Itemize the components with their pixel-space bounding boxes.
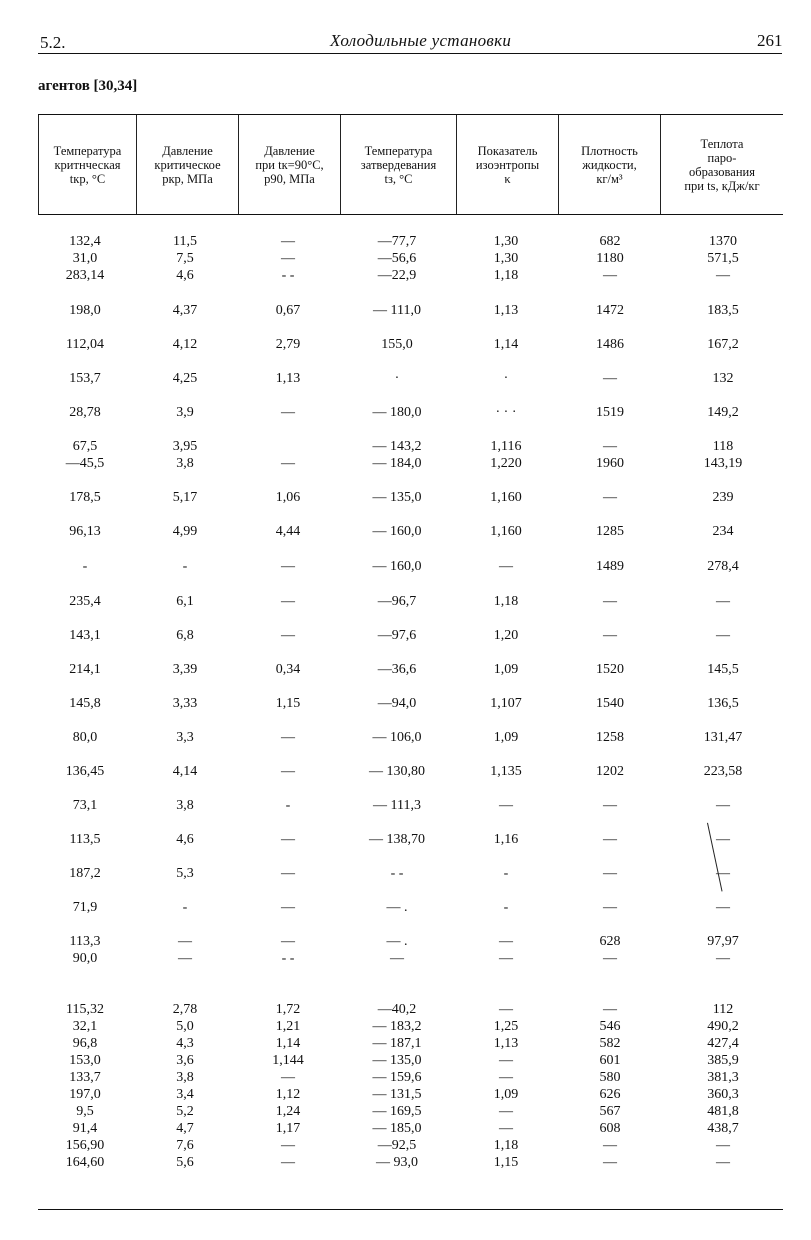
table-cell: — <box>499 1053 513 1068</box>
table-cell: 113,3 <box>69 934 101 949</box>
table-cell: 546 <box>599 1019 621 1034</box>
table-cell: 73,1 <box>72 798 98 813</box>
table-cell: — <box>716 900 730 915</box>
table-cell: 580 <box>599 1070 621 1085</box>
table-cell: 1202 <box>596 764 624 779</box>
table-cell: 1,15 <box>493 1155 519 1170</box>
table-cell: 164,60 <box>65 1155 105 1170</box>
table-cell: 1,14 <box>275 1036 301 1051</box>
table-cell: — <box>603 900 617 915</box>
table-cell: 112,04 <box>66 337 104 352</box>
table-cell: — 138,70 <box>369 832 425 847</box>
table-cell: 214,1 <box>69 662 101 677</box>
column-header-isentropic-index: Показатель изоэнтропы κ <box>475 143 540 186</box>
table-cell: —97,6 <box>377 628 417 643</box>
table-cell: — <box>281 628 295 643</box>
table-cell: 11,5 <box>173 234 197 249</box>
table-cell: 682 <box>599 234 621 249</box>
table-subtitle: агентов [30,34] <box>38 78 138 94</box>
table-cell: — 160,0 <box>372 559 422 574</box>
table-cell: — <box>390 951 404 966</box>
table-cell: 3,3 <box>176 730 194 745</box>
table-cell: — <box>603 1002 617 1017</box>
table-cell: — <box>499 798 513 813</box>
table-cell: 1,09 <box>493 662 519 677</box>
table-cell: — <box>281 594 295 609</box>
table-cell: 1,20 <box>493 628 519 643</box>
table-cell: — <box>603 594 617 609</box>
table-cell: 132 <box>712 371 734 386</box>
table-cell: — 169,5 <box>372 1104 422 1119</box>
table-cell: — 184,0 <box>372 456 422 471</box>
table-cell: — 135,0 <box>372 490 422 505</box>
table-cell: 1,72 <box>275 1002 301 1017</box>
table-cell: 1,13 <box>493 303 519 318</box>
table-cell: — 143,2 <box>372 439 422 454</box>
table-cell: — <box>603 439 617 454</box>
table-cell: - <box>503 866 509 881</box>
table-cell: 136,5 <box>707 696 739 711</box>
table-cell: - <box>503 900 509 915</box>
table-cell: 1,06 <box>275 490 301 505</box>
running-title: Холодильные установки <box>330 31 512 50</box>
table-cell: 187,2 <box>69 866 101 881</box>
table-cell: — 187,1 <box>372 1036 422 1051</box>
table-cell: 567 <box>599 1104 621 1119</box>
table-cell: 3,4 <box>176 1087 194 1102</box>
table-cell: 4,37 <box>172 303 198 318</box>
table-cell: 608 <box>599 1121 621 1136</box>
table-cell: 96,13 <box>69 524 101 539</box>
table-cell: 601 <box>599 1053 621 1068</box>
table-cell: 1,160 <box>490 490 522 505</box>
table-cell: 198,0 <box>69 303 101 318</box>
table-cell: 1,14 <box>493 337 519 352</box>
table-cell: 1519 <box>596 405 624 420</box>
table-cell: — <box>499 1070 513 1085</box>
table-cell: — <box>716 268 730 283</box>
table-cell: — <box>281 1155 295 1170</box>
table-cell: - - <box>390 866 404 881</box>
table-cell: — <box>716 594 730 609</box>
table-cell: 490,2 <box>707 1019 739 1034</box>
table-cell: 1960 <box>596 456 624 471</box>
table-cell: 145,8 <box>69 696 101 711</box>
table-cell: 5,17 <box>172 490 198 505</box>
table-cell: — 93,0 <box>376 1155 418 1170</box>
table-cell: 5,2 <box>176 1104 194 1119</box>
table-cell: — 106,0 <box>372 730 422 745</box>
table-cell: 197,0 <box>69 1087 101 1102</box>
table-cell: — <box>716 1155 730 1170</box>
table-cell: 1,16 <box>493 832 519 847</box>
table-cell: — <box>603 628 617 643</box>
table-cell: — <box>603 268 617 283</box>
table-cell: 582 <box>599 1036 621 1051</box>
table-cell: 7,5 <box>176 251 194 266</box>
table-cell: — <box>499 951 513 966</box>
table-cell: —45,5 <box>65 456 105 471</box>
table-cell: —56,6 <box>377 251 417 266</box>
table-cell: — <box>603 490 617 505</box>
table-cell: 4,3 <box>176 1036 194 1051</box>
table-cell: 133,7 <box>69 1070 101 1085</box>
table-cell: 427,4 <box>707 1036 739 1051</box>
table-cell: — 111,0 <box>373 303 421 318</box>
table-cell: — <box>281 559 295 574</box>
column-header-freezing-temperature: Температура затвердевания tз, °C <box>360 143 437 186</box>
table-cell: 3,8 <box>176 798 194 813</box>
table-cell: 4,99 <box>172 524 198 539</box>
table-cell: — <box>716 1138 730 1153</box>
table-cell: 481,8 <box>707 1104 739 1119</box>
column-header-pressure-90c: Давление при tк=90°C, p90, МПа <box>255 143 324 186</box>
table-cell: — <box>716 628 730 643</box>
table-cell: 1,13 <box>493 1036 519 1051</box>
table-cell: 3,39 <box>172 662 198 677</box>
table-cell: — <box>603 1138 617 1153</box>
table-cell: — <box>716 951 730 966</box>
table-cell: 1,18 <box>493 594 519 609</box>
table-cell: — 180,0 <box>372 405 422 420</box>
table-cell: 4,44 <box>275 524 301 539</box>
table-cell: 4,6 <box>176 832 194 847</box>
table-cell: —96,7 <box>377 594 417 609</box>
table-cell: - - <box>281 951 295 966</box>
table-cell: 96,8 <box>72 1036 98 1051</box>
table-cell: — <box>499 1104 513 1119</box>
table-cell: — <box>281 251 295 266</box>
table-cell: 4,6 <box>176 268 194 283</box>
table-cell: 5,0 <box>176 1019 194 1034</box>
table-cell: 90,0 <box>72 951 98 966</box>
table-cell: 131,47 <box>703 730 743 745</box>
table-cell: 1,18 <box>493 268 519 283</box>
table-cell: 1180 <box>596 251 624 266</box>
table-cell: 4,14 <box>172 764 198 779</box>
table-cell: - <box>82 559 88 574</box>
table-cell: 0,34 <box>275 662 301 677</box>
table-cell: 32,1 <box>72 1019 98 1034</box>
table-cell: — <box>499 1002 513 1017</box>
table-cell: 149,2 <box>707 405 739 420</box>
table-cell: 1,25 <box>493 1019 519 1034</box>
table-cell: 145,5 <box>707 662 739 677</box>
column-header-critical-temperature: Температура критнческая tкр, °C <box>53 143 122 186</box>
table-cell: 115,32 <box>66 1002 104 1017</box>
table-cell: 112 <box>712 1002 734 1017</box>
table-cell: — 111,3 <box>373 798 421 813</box>
table-cell: 1,220 <box>490 456 522 471</box>
table-cell: —40,2 <box>377 1002 417 1017</box>
table-cell: 223,58 <box>703 764 743 779</box>
table-cell: 156,90 <box>65 1138 105 1153</box>
table-cell: 1,15 <box>275 696 301 711</box>
table-cell: — <box>603 832 617 847</box>
table-cell: - <box>182 900 188 915</box>
table-cell: —77,7 <box>377 234 417 249</box>
table-cell: 1472 <box>596 303 624 318</box>
table-cell: 167,2 <box>707 337 739 352</box>
table-cell: 113,5 <box>69 832 101 847</box>
table-cell: 1,30 <box>493 234 519 249</box>
table-cell: —36,6 <box>377 662 417 677</box>
table-cell: — <box>281 764 295 779</box>
table-cell: 2,79 <box>275 337 301 352</box>
table-cell: — <box>499 934 513 949</box>
table-cell: 1,30 <box>493 251 519 266</box>
table-cell: — <box>281 1070 295 1085</box>
table-cell: 1,12 <box>275 1087 301 1102</box>
table-cell: 3,8 <box>176 456 194 471</box>
table-bottom-rule <box>38 1209 783 1210</box>
table-cell: —22,9 <box>377 268 417 283</box>
table-cell: — <box>716 832 730 847</box>
table-cell: 6,1 <box>176 594 194 609</box>
table-cell: —92,5 <box>377 1138 417 1153</box>
table-cell: · · · <box>495 405 517 420</box>
table-cell: - - <box>281 268 295 283</box>
page-number: 261 <box>757 31 783 50</box>
table-cell: — 183,2 <box>372 1019 422 1034</box>
table-cell: 132,4 <box>69 234 101 249</box>
column-header-liquid-density: Плотность жидкости, кг/м³ <box>581 143 638 186</box>
table-cell: - <box>285 798 291 813</box>
table-cell: — <box>281 405 295 420</box>
table-cell: 4,25 <box>172 371 198 386</box>
table-cell: — <box>281 900 295 915</box>
table-cell: - <box>182 559 188 574</box>
table-cell: 28,78 <box>69 405 101 420</box>
table-cell: 1,107 <box>490 696 522 711</box>
table-cell: 381,3 <box>707 1070 739 1085</box>
table-cell: — <box>178 934 192 949</box>
table-cell: 153,7 <box>69 371 101 386</box>
table-cell: —94,0 <box>377 696 417 711</box>
table-cell: — <box>178 951 192 966</box>
table-cell: 3,95 <box>172 439 198 454</box>
table-cell: — . <box>386 900 408 915</box>
table-cell: 234 <box>712 524 734 539</box>
table-cell: 385,9 <box>707 1053 739 1068</box>
column-header-critical-pressure: Давление критическое pкр, МПа <box>154 143 221 186</box>
table-cell: 91,4 <box>72 1121 98 1136</box>
table-cell: 1,09 <box>493 1087 519 1102</box>
table-cell: — <box>603 371 617 386</box>
table-cell: — <box>281 234 295 249</box>
table-cell: 4,12 <box>172 337 198 352</box>
table-cell: 1370 <box>709 234 737 249</box>
table-cell: 1258 <box>596 730 624 745</box>
table-cell: 1285 <box>596 524 624 539</box>
table-cell: · <box>394 371 400 386</box>
table-cell: 626 <box>599 1087 621 1102</box>
section-number: 5.2. <box>40 33 66 52</box>
table-cell: 360,3 <box>707 1087 739 1102</box>
table-cell: 5,6 <box>176 1155 194 1170</box>
table-cell: 136,45 <box>65 764 105 779</box>
table-cell: — <box>716 798 730 813</box>
table-cell: — <box>499 1121 513 1136</box>
table-cell: 3,6 <box>176 1053 194 1068</box>
table-cell: 278,4 <box>707 559 739 574</box>
table-cell: 1,21 <box>275 1019 301 1034</box>
table-cell: · <box>503 371 509 386</box>
table-cell: — <box>281 1138 295 1153</box>
table-cell: — <box>281 456 295 471</box>
table-cell: — <box>603 951 617 966</box>
table-cell: 628 <box>599 934 621 949</box>
table-cell: — <box>603 798 617 813</box>
table-cell: 1,116 <box>490 439 522 454</box>
column-header-heat-of-vaporization: Теплота паро- образования при ts, кДж/кг <box>684 136 760 193</box>
table-cell: 2,78 <box>172 1002 198 1017</box>
table-cell: 5,3 <box>176 866 194 881</box>
table-cell: 1486 <box>596 337 624 352</box>
table-cell: 438,7 <box>707 1121 739 1136</box>
table-cell: 7,6 <box>176 1138 194 1153</box>
table-cell: — 160,0 <box>372 524 422 539</box>
table-cell: 1,09 <box>493 730 519 745</box>
table-cell: 9,5 <box>76 1104 94 1119</box>
table-cell: — 185,0 <box>372 1121 422 1136</box>
table-cell: — <box>281 866 295 881</box>
table-cell: 153,0 <box>69 1053 101 1068</box>
table-cell: 6,8 <box>176 628 194 643</box>
table-cell: 1520 <box>596 662 624 677</box>
table-cell: 80,0 <box>72 730 98 745</box>
table-cell: 71,9 <box>72 900 98 915</box>
table-cell: 1,17 <box>275 1121 301 1136</box>
table-cell: — <box>603 866 617 881</box>
table-cell: 3,9 <box>176 405 194 420</box>
table-cell: 3,33 <box>172 696 198 711</box>
table-cell: 1489 <box>596 559 624 574</box>
table-cell: 67,5 <box>72 439 98 454</box>
table-cell: 31,0 <box>72 251 98 266</box>
table-cell: 4,7 <box>176 1121 194 1136</box>
table-cell: 143,19 <box>703 456 743 471</box>
table-cell: 239 <box>712 490 734 505</box>
table-cell: 143,1 <box>69 628 101 643</box>
table-cell: 118 <box>712 439 734 454</box>
table-cell: 155,0 <box>381 337 413 352</box>
table-cell: 283,14 <box>65 268 105 283</box>
table-cell: 178,5 <box>69 490 101 505</box>
table-cell: 1,144 <box>272 1053 304 1068</box>
table-cell: 1,18 <box>493 1138 519 1153</box>
table-cell: — <box>281 832 295 847</box>
table-cell: 1,13 <box>275 371 301 386</box>
table-cell: 1,135 <box>490 764 522 779</box>
table-cell: — <box>281 934 295 949</box>
table-cell: — <box>499 559 513 574</box>
table-cell: — <box>716 866 730 881</box>
table-cell: — 130,80 <box>369 764 425 779</box>
table-cell: 1,24 <box>275 1104 301 1119</box>
table-cell: 1540 <box>596 696 624 711</box>
table-cell: — 135,0 <box>372 1053 422 1068</box>
table-cell: 0,67 <box>275 303 301 318</box>
table-cell: 183,5 <box>707 303 739 318</box>
table-cell: 3,8 <box>176 1070 194 1085</box>
table-cell: — . <box>386 934 408 949</box>
table-cell: 1,160 <box>490 524 522 539</box>
table-cell: 571,5 <box>707 251 739 266</box>
table-cell: — <box>603 1155 617 1170</box>
table-cell: — 131,5 <box>372 1087 422 1102</box>
table-header-rule <box>38 214 783 215</box>
table-cell: 235,4 <box>69 594 101 609</box>
header-rule <box>38 53 782 54</box>
table-cell: — 159,6 <box>372 1070 422 1085</box>
table-cell: — <box>281 730 295 745</box>
table-cell: 97,97 <box>707 934 739 949</box>
